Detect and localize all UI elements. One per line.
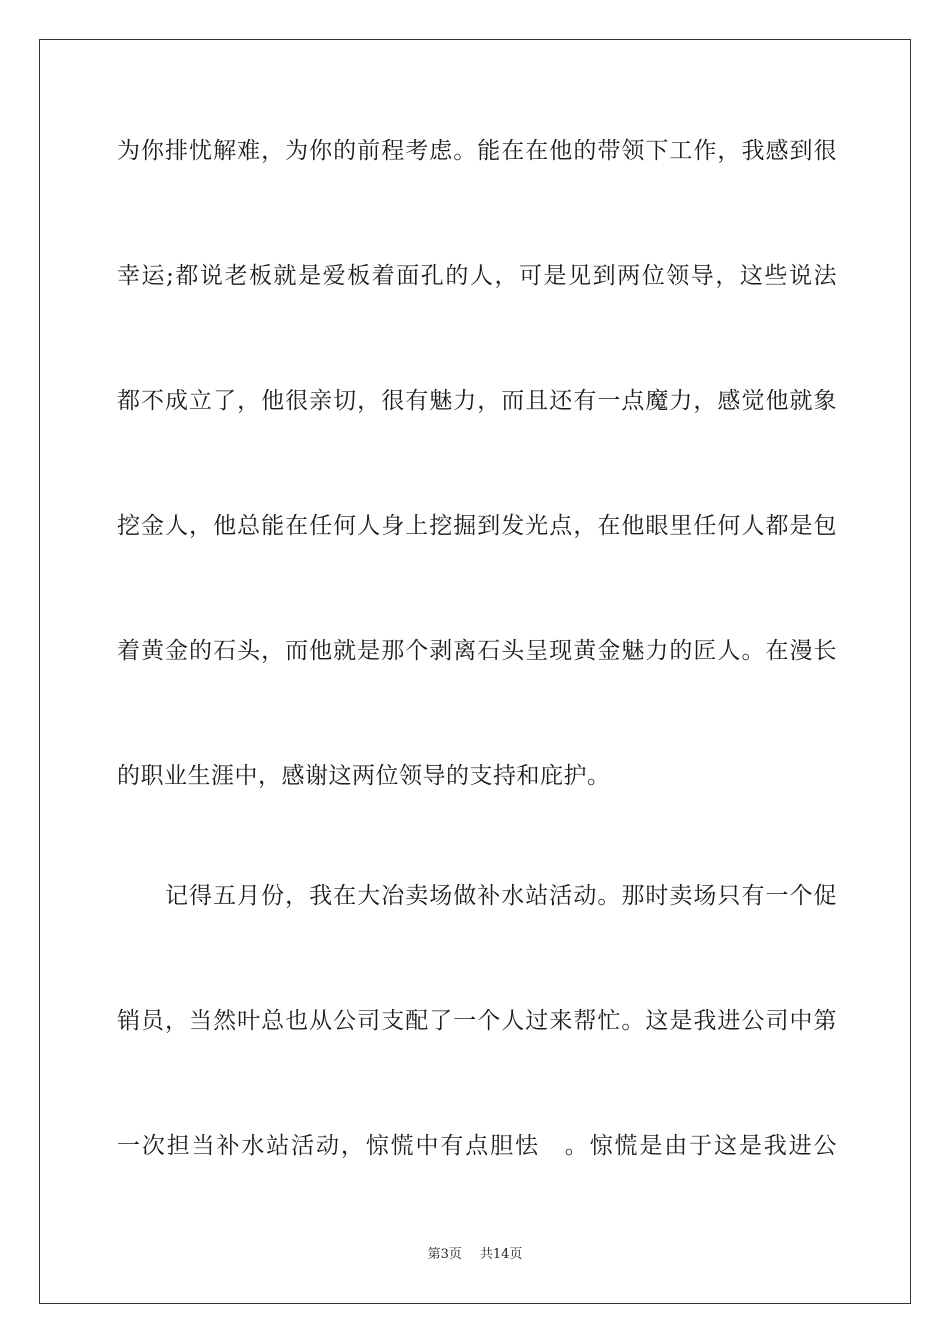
page-border (39, 39, 911, 1304)
body-text-line: 着黄金的石头，而他就是那个剥离石头呈现黄金魅力的匠人。在漫长 (117, 638, 837, 664)
body-text-line: 都不成立了，他很亲切，很有魅力，而且还有一点魔力，感觉他就象 (117, 388, 837, 414)
body-text-line: 的职业生涯中，感谢这两位领导的支持和庇护。 (117, 763, 611, 789)
page-footer (0, 1247, 950, 1263)
body-text-line: 挖金人，他总能在任何人身上挖掘到发光点，在他眼里任何人都是包 (117, 513, 837, 539)
page-total: 共14页 (479, 1247, 523, 1262)
body-text-line: 为你排忧解难，为你的前程考虑。能在在他的带领下工作，我感到很 (117, 138, 837, 164)
body-text-line: 记得五月份，我在大冶卖场做补水站活动。那时卖场只有一个促 (117, 883, 837, 909)
page-number: 第3页 (427, 1247, 462, 1262)
body-text-line: 一次担当补水站活动，惊慌中有点胆怯 。惊慌是由于这是我进公 (117, 1133, 837, 1159)
body-text-line: 幸运;都说老板就是爱板着面孔的人，可是见到两位领导，这些说法 (117, 263, 837, 289)
body-text-line: 销员，当然叶总也从公司支配了一个人过来帮忙。这是我进公司中第 (117, 1008, 837, 1034)
